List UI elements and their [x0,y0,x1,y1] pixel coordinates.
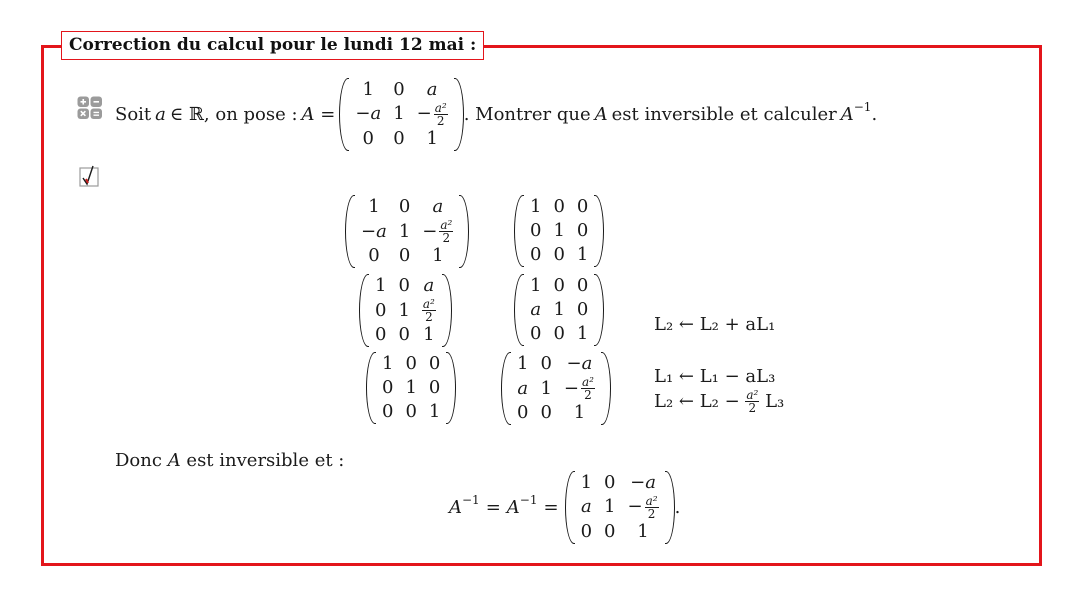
matrix-cell: 1 [426,127,438,149]
statement-outro-2: est inversible et calculer [611,103,837,125]
final-result: A $^{-1}$ = A $^{-1}$ = 1 0 −a a 1 − $\frac{\text{a²}}{2}$ 0 0 1 . [449,471,681,542]
matrix-cell: −a [630,471,656,493]
matrix-cell: a [580,496,592,517]
matrix-cell: 1 [517,353,529,374]
matrix-cell: 0 [580,520,593,542]
step-1-right-matrix [514,195,604,267]
matrix-a-inverse [565,471,675,544]
matrix-cell: 0 [553,196,565,217]
right-bracket [594,195,604,267]
matrix-cell [416,298,442,323]
step-2-operation [654,313,775,337]
result-mid: A [506,496,520,518]
matrix-cell: 1 [540,377,552,399]
matrix-cell: 0 [530,220,542,241]
right-bracket [601,352,611,425]
matrix [514,195,604,267]
step-3-operation-2 [654,389,784,414]
matrix-cell: 1 [382,353,394,374]
matrix-cell [558,376,601,401]
statement-outro-1: . Montrer que [463,103,591,125]
matrix [345,195,469,268]
step-1-left-matrix [345,195,469,268]
matrix-cell: 0 [553,275,565,296]
right-bracket [446,352,456,424]
matrix-cell: 0 [398,275,410,296]
matrix-cell: 0 [428,353,441,374]
matrix-cell: 0 [576,275,589,296]
matrix-cell: a [517,377,529,399]
matrix-cell: 0 [405,353,417,374]
matrix-cell: 1 [637,520,649,542]
matrix-cell: 1 [362,78,374,100]
right-bracket [459,195,469,268]
matrix-cell: 0 [382,401,394,422]
checkbox-check-icon [79,165,101,187]
matrix-cell: 0 [375,324,387,345]
matrix [514,274,604,346]
matrix-a [339,78,463,151]
left-bracket [339,78,349,151]
matrix-cell: 0 [517,402,529,423]
matrix-cell: 0 [375,299,387,321]
matrix-cell [416,219,459,244]
fraction: $\frac{\text{a²}}{2}$ [422,297,435,324]
left-bracket [514,274,524,346]
matrix [366,352,456,424]
statement-a-equals: A = [301,103,336,125]
matrix-cell [622,495,665,520]
fraction: $\frac{\text{a²}}{2}$ [746,388,759,415]
matrix-cell: 1 [604,496,616,517]
conclusion-a: A [167,450,181,471]
matrix-cell: 1 [368,196,380,217]
matrix-cell: −a [361,220,387,242]
matrix-cell: a [530,299,542,320]
matrix-cell: 1 [393,103,405,124]
matrix-cell: 0 [368,245,380,266]
matrix-cell: 0 [398,324,410,345]
matrix-cell: 0 [530,323,542,344]
matrix-cell: 1 [530,196,542,217]
statement-outro-a: A [594,103,608,125]
matrix-cell: 0 [540,353,552,374]
variable-a: a [155,103,166,125]
matrix-cell: −a [566,353,593,374]
fraction: − $\frac{\text{a²}}{2}$ [627,493,658,521]
matrix-cell: 1 [432,245,444,266]
step-2-right-matrix [514,274,604,346]
correction-title: Correction du calcul pour le lundi 12 mai : [61,31,484,60]
right-bracket [594,274,604,346]
matrix-cell: 1 [553,299,565,320]
matrix-cell: 0 [576,196,589,217]
row-operation: L₂ ← L₂ + aL₁ [654,314,776,335]
matrix-cell: 0 [576,299,589,320]
matrix-cell: 1 [375,275,387,296]
left-bracket [366,352,376,424]
right-bracket [665,471,675,544]
matrix-cell: 0 [405,401,417,422]
matrix-cell: 0 [553,323,565,344]
matrix-cell: 0 [530,244,542,265]
matrix-cell [411,102,454,127]
matrix-cell: 1 [398,299,410,321]
fraction: − $\frac{\text{a²}}{2}$ [416,100,447,128]
matrix-cell: 0 [362,127,374,149]
matrix-cell: 1 [428,401,441,422]
result-lhs: A [449,496,462,518]
left-bracket [514,195,524,267]
matrix-cell: 1 [405,377,417,398]
step-2-left-matrix [359,274,452,347]
statement-in-r: ∈ ℝ, on pose : [169,103,298,125]
left-bracket [345,195,355,268]
left-bracket [359,274,369,347]
statement-end: . [871,103,878,125]
matrix-cell: 1 [530,275,542,296]
matrix-cell: a [426,78,438,100]
conclusion-text-1: Donc [115,450,162,471]
matrix-cell: a [432,196,444,217]
step-3-left-matrix [366,352,456,424]
right-bracket [454,78,464,151]
result-end: . [674,496,681,518]
matrix [359,274,452,347]
left-bracket [565,471,575,544]
fraction: − $\frac{\text{a²}}{2}$ [422,218,453,245]
row-operation: L₁ ← L₁ − aL₃ [654,366,776,387]
matrix-cell: 0 [428,377,441,398]
statement-outro-inverse: A [840,103,854,125]
result-equals-1: = [485,496,501,518]
matrix-cell: a [423,275,435,296]
matrix-cell: −a [355,103,382,124]
matrix-cell: 1 [573,402,586,423]
conclusion-text [115,449,344,473]
matrix-cell: 1 [576,323,589,344]
fraction: − $\frac{\text{a²}}{2}$ [563,375,594,402]
result-equals-2: = [543,496,559,518]
matrix-cell: 0 [576,220,589,241]
matrix-cell: 1 [553,220,565,241]
matrix-cell: 0 [553,244,565,265]
step-3-operation-1 [654,365,775,389]
matrix-cell: 0 [393,78,405,100]
matrix-cell: 0 [398,196,411,217]
matrix-cell: 0 [382,377,394,398]
conclusion-text-2: est inversible et : [186,450,345,471]
left-bracket [501,352,511,425]
matrix-cell: 0 [393,127,405,149]
matrix-cell: 1 [576,244,589,265]
calculator-icon [77,96,103,120]
matrix-cell: 0 [398,245,411,266]
matrix [501,352,611,425]
statement-intro: Soit [115,103,152,125]
row-operation: L₂ ← L₂ − $\frac{\text{a²}}{2}$ L₃ [654,388,785,415]
matrix-cell: 1 [580,471,593,493]
matrix-cell: 0 [604,471,616,493]
step-3-right-matrix [501,352,611,425]
matrix-cell: 0 [540,402,552,423]
matrix-cell: 1 [398,220,411,242]
matrix-cell: 0 [604,520,616,542]
matrix-cell: 1 [423,324,435,345]
exercise-statement: Soit a ∈ ℝ, on pose : A = 1 0 a −a 1 − $\frac{\text{a²}}{2}$ 0 0 1 . Montrer que A est inversible et calculer A $^{-1}$ . [115,78,878,149]
right-bracket [442,274,452,347]
